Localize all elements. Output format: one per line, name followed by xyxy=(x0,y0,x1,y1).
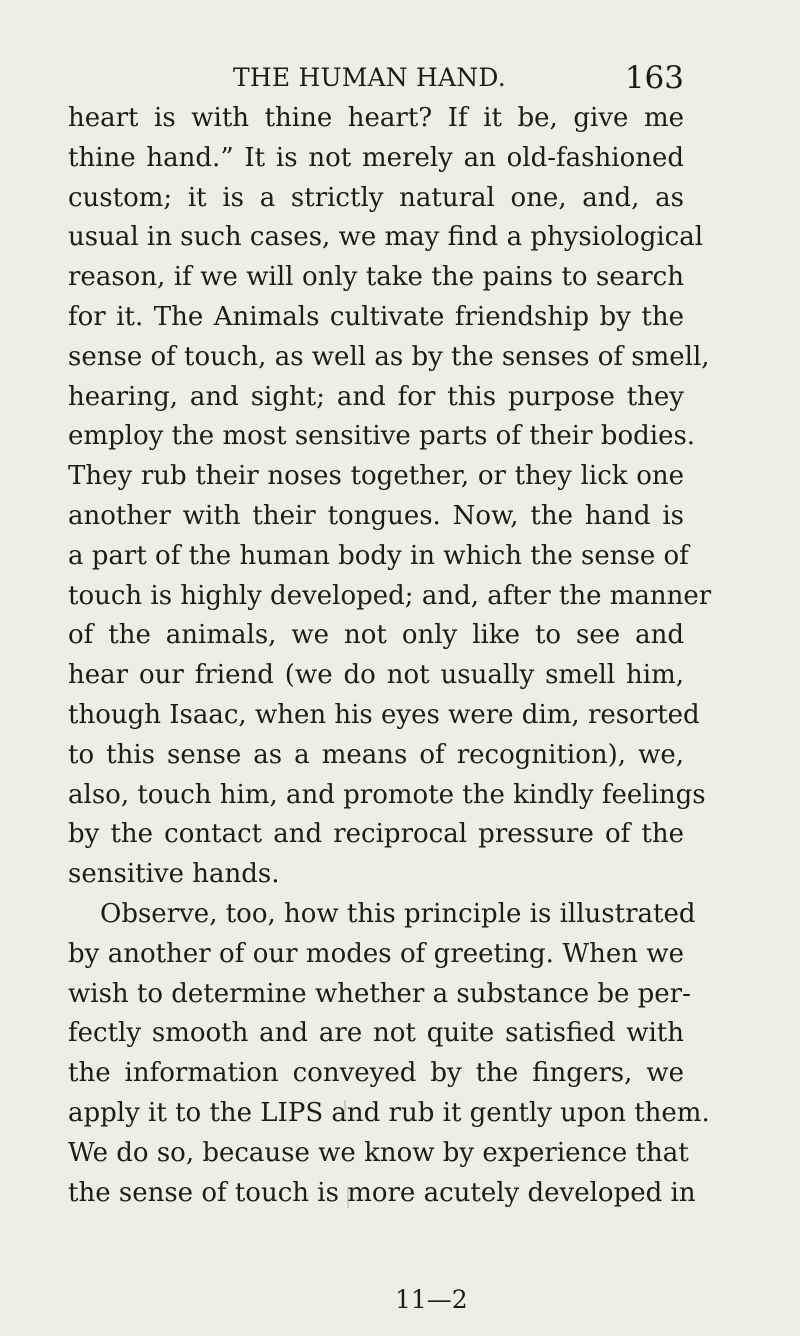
text-line-18: also, touch him, and promote the kindly feelings xyxy=(68,779,706,810)
text-line-4: usual in such cases, we may find a physiological xyxy=(68,222,704,253)
text-line-14: of the animals, we not only like to see and xyxy=(68,620,684,651)
text-line-25: the information conveyed by the fingers, we xyxy=(68,1058,684,1089)
text-line-21-paragraph-start: Observe, too, how this principle is illustrated xyxy=(100,898,696,929)
text-line-17: to this sense as a means of recognition), we, xyxy=(68,739,684,770)
text-line-15: hear our friend (we do not usually smell him, xyxy=(68,660,684,691)
running-head xyxy=(68,60,684,96)
text-line-26: apply it to the LIPS and rub it gently upon them. xyxy=(68,1097,710,1128)
text-line-13: touch is highly developed; and, after the manner xyxy=(68,580,712,611)
text-line-19: by the contact and reciprocal pressure of the xyxy=(68,819,684,850)
text-line-6: for it. The Animals cultivate friendship by the xyxy=(68,301,684,332)
text-line-1: heart is with thine heart? If it be, give me xyxy=(68,103,684,133)
text-line-9: employ the most sensitive parts of their bodies. xyxy=(68,421,696,452)
text-line-8: hearing, and sight; and for this purpose they xyxy=(68,381,684,412)
text-line-12: a part of the human body in which the sense of xyxy=(68,540,689,571)
text-line-11: another with their tongues. Now, the hand is xyxy=(68,500,684,531)
page-number: 163 xyxy=(624,60,684,96)
text-line-2: thine hand.” It is not merely an old-fashioned xyxy=(68,142,684,173)
text-line-7: sense of touch, as well as by the senses of smell, xyxy=(68,341,710,372)
text-line-16: though Isaac, when his eyes were dim, resorted xyxy=(68,699,700,730)
text-line-5: reason, if we will only take the pains to search xyxy=(68,262,684,293)
text-line-28: the sense of touch is more acutely developed in xyxy=(68,1177,696,1208)
running-title: THE HUMAN HAND. xyxy=(233,63,506,92)
text-line-27: We do so, because we know by experience that xyxy=(68,1137,689,1168)
text-line-23: wish to determine whether a substance be per- xyxy=(68,978,691,1009)
page-fold-mark-upper xyxy=(344,1100,346,1120)
text-line-22: by another of our modes of greeting. When we xyxy=(68,938,684,969)
text-line-20-paragraph-end: sensitive hands. xyxy=(68,859,280,890)
text-line-3: custom; it is a strictly natural one, and, as xyxy=(68,182,684,213)
body-text xyxy=(68,99,712,1213)
page-fold-mark-lower xyxy=(347,1188,349,1208)
signature-mark: 11—2 xyxy=(395,1285,468,1314)
text-line-24: fectly smooth and are not quite satisfied with xyxy=(68,1018,684,1049)
text-line-10: They rub their noses together, or they lick one xyxy=(68,461,684,492)
